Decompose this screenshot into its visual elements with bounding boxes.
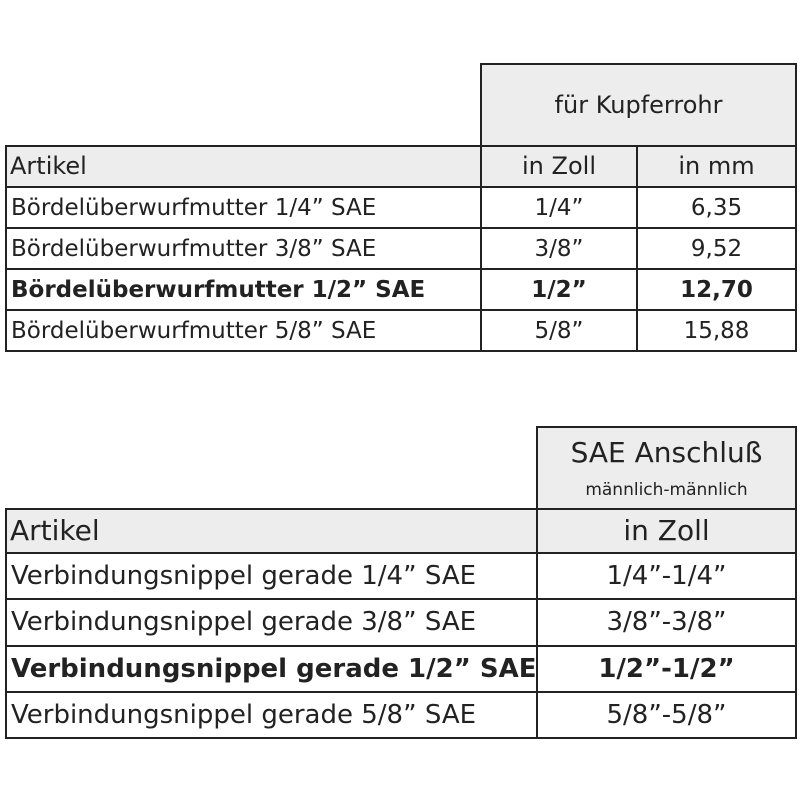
article-cell: Verbindungsnippel gerade 3/8” SAE [11, 607, 477, 637]
mm-cell: 12,70 [680, 276, 753, 303]
table-border [5, 691, 797, 693]
column-header-inch: in Zoll [522, 152, 596, 180]
table-border [536, 426, 538, 739]
inch-cell: 1/2” [531, 276, 587, 303]
table-border [5, 737, 797, 739]
inch-cell: 3/8”-3/8” [606, 607, 727, 637]
table-border [5, 552, 797, 554]
table-border [536, 426, 797, 428]
group-header-sae-anschluss: SAE Anschluß [570, 435, 763, 469]
inch-cell: 1/4”-1/4” [606, 560, 727, 591]
column-header-mm: in mm [678, 152, 755, 180]
article-cell: Bördelüberwurfmutter 1/2” SAE [11, 276, 426, 303]
inch-cell: 5/8” [534, 317, 584, 344]
article-cell: Bördelüberwurfmutter 5/8” SAE [11, 317, 377, 344]
table-border [636, 145, 638, 352]
inch-cell: 5/8”-5/8” [606, 699, 727, 730]
group-header-kupferrohr: für Kupferrohr [554, 91, 723, 119]
article-cell: Verbindungsnippel gerade 1/4” SAE [11, 560, 477, 591]
article-cell: Verbindungsnippel gerade 1/2” SAE [11, 653, 537, 684]
group-subheader-maennlich: männlich-männlich [585, 480, 748, 500]
column-header-article: Artikel [10, 152, 87, 180]
table-border [5, 227, 797, 229]
mm-cell: 15,88 [683, 317, 750, 344]
mm-cell: 6,35 [690, 194, 743, 221]
table-border [5, 145, 797, 147]
article-cell: Bördelüberwurfmutter 1/4” SAE [11, 194, 377, 221]
column-header-inch: in Zoll [623, 514, 710, 547]
table-border [5, 350, 797, 352]
column-header-article: Artikel [10, 514, 100, 547]
table-border [795, 426, 797, 739]
table-border [5, 508, 797, 510]
table-border [5, 309, 797, 311]
table-border [5, 145, 7, 352]
inch-cell: 3/8” [534, 235, 584, 262]
article-cell: Bördelüberwurfmutter 3/8” SAE [11, 235, 377, 262]
inch-cell: 1/4” [534, 194, 584, 221]
article-cell: Verbindungsnippel gerade 5/8” SAE [11, 699, 477, 730]
table-border [480, 63, 797, 65]
table-border [5, 598, 797, 600]
table-border [5, 268, 797, 270]
table-border [5, 186, 797, 188]
table-border [480, 63, 482, 352]
table-border [5, 645, 797, 647]
inch-cell: 1/2”-1/2” [598, 653, 735, 684]
mm-cell: 9,52 [690, 235, 743, 262]
table-border [5, 508, 7, 739]
table-border [795, 63, 797, 352]
